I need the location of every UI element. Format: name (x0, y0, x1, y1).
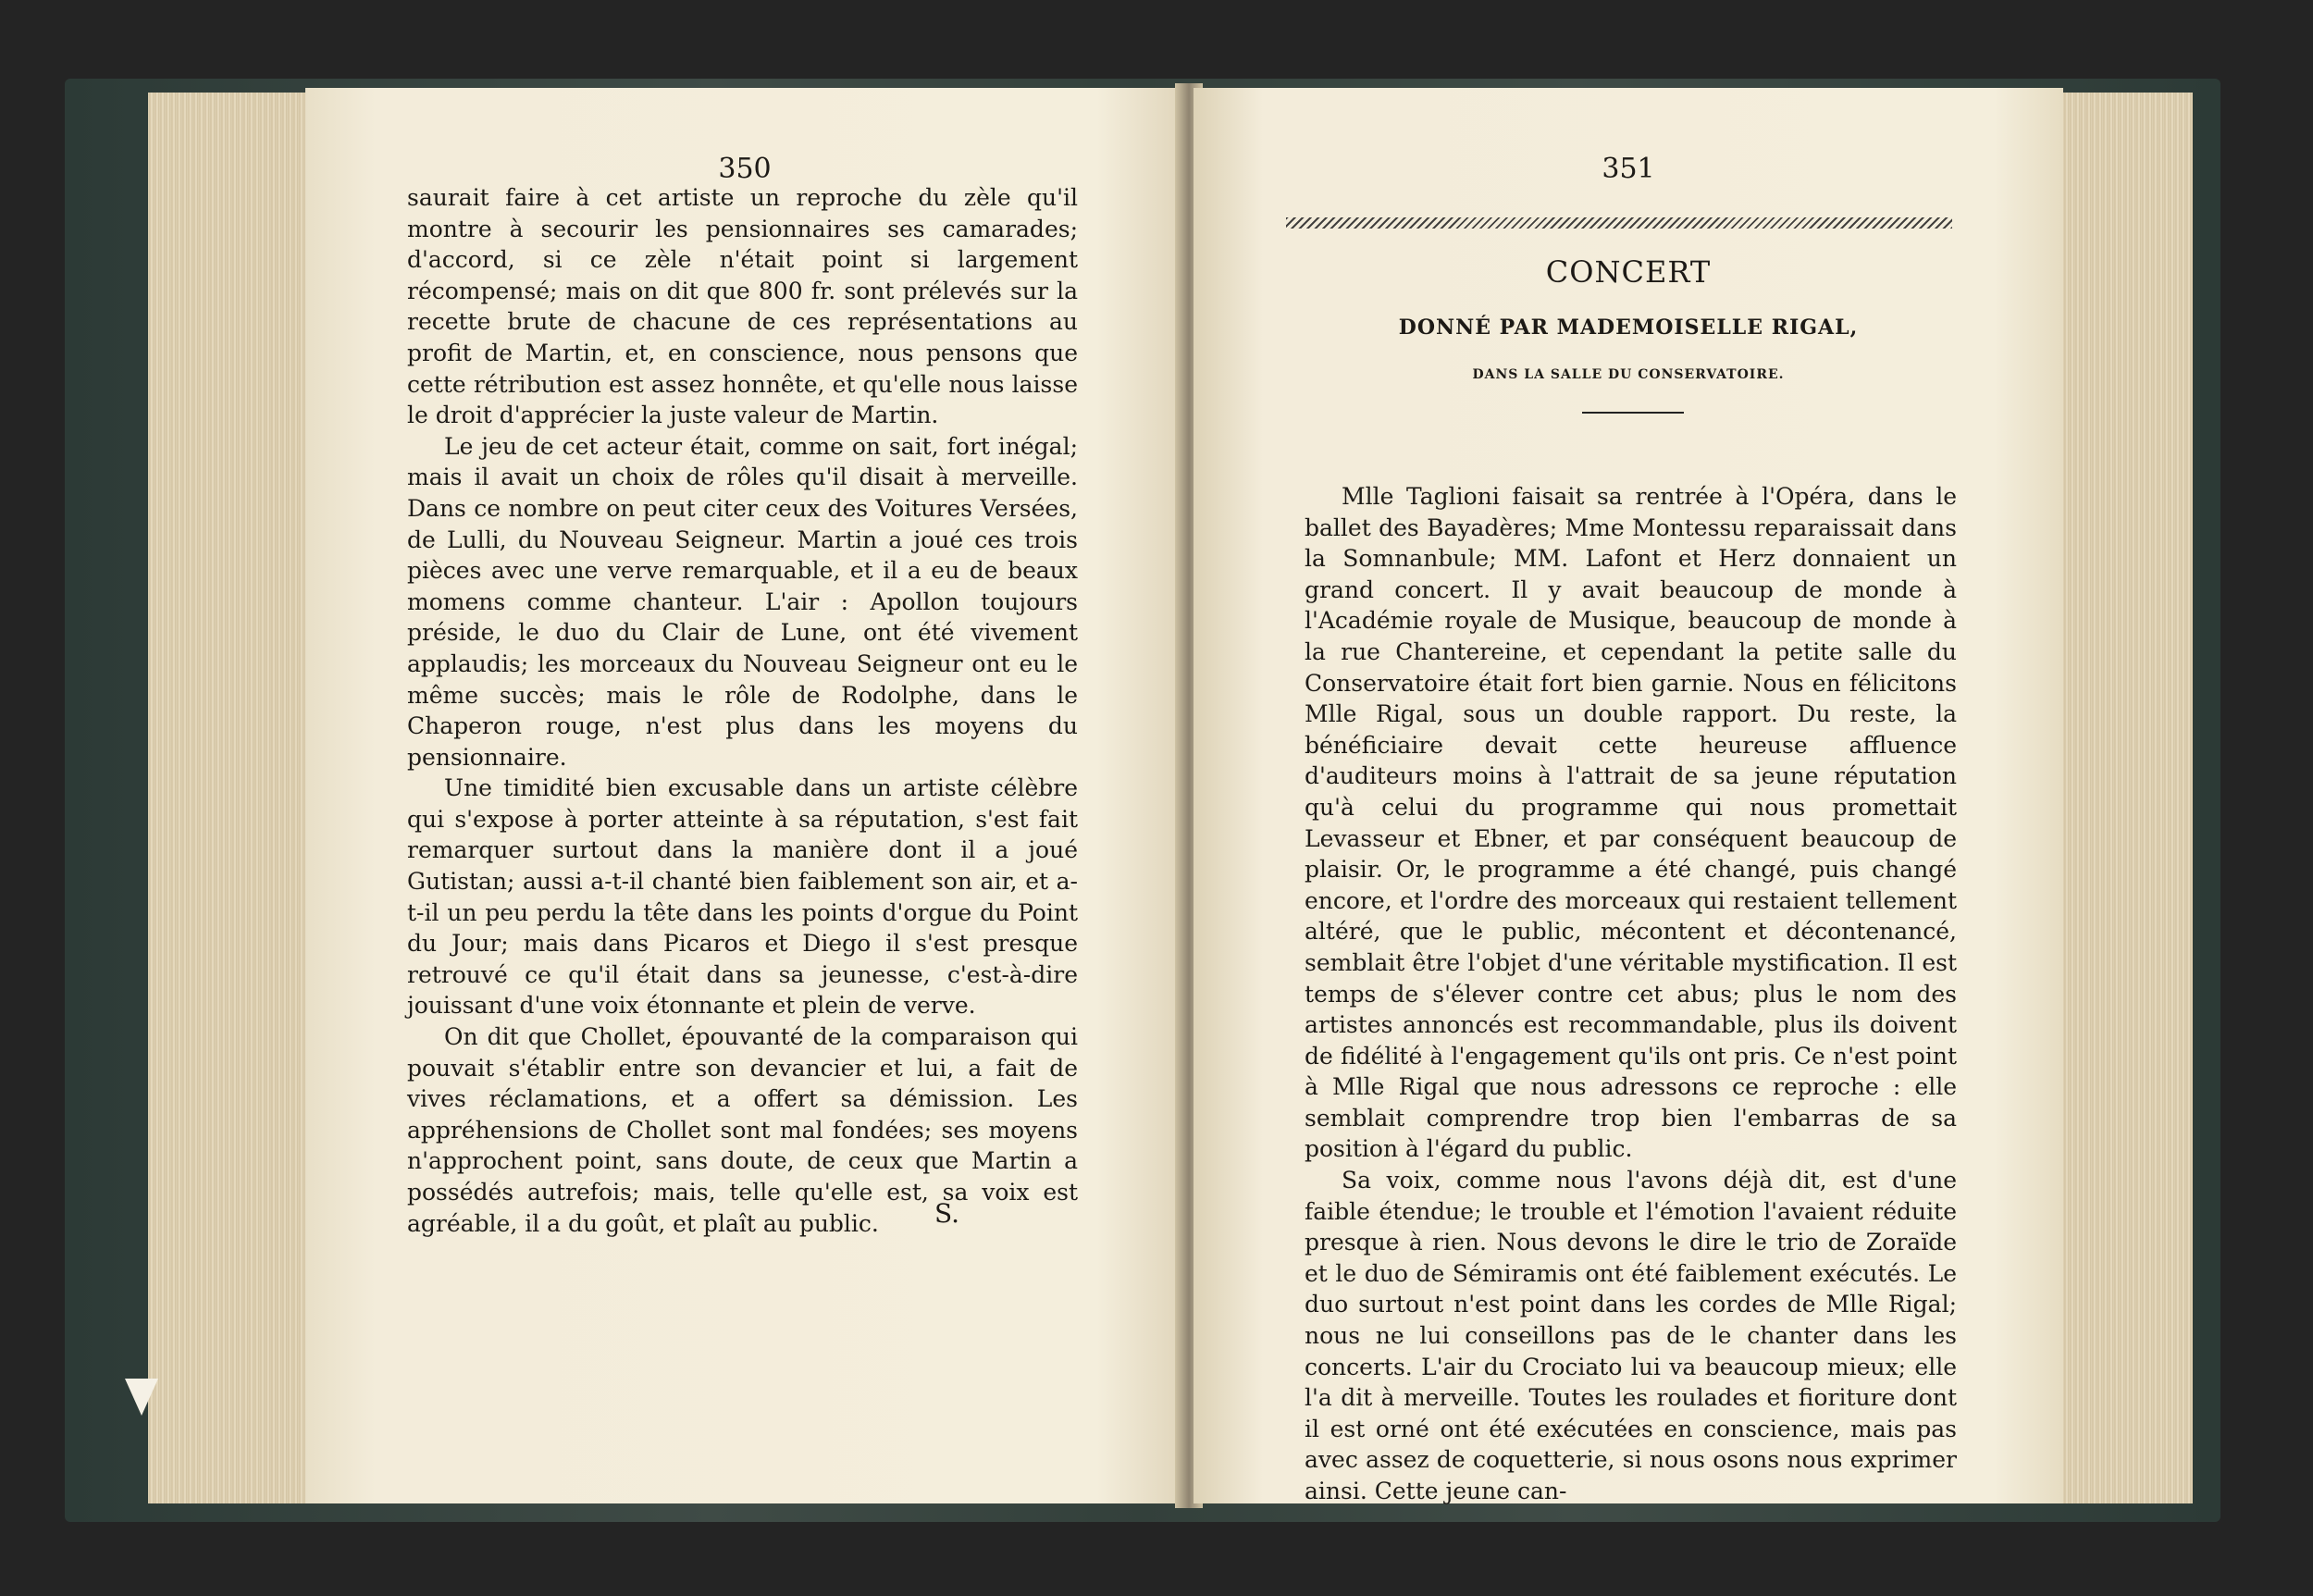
right-page (1194, 88, 2063, 1503)
left-paragraph-1: saurait faire à cet artiste un reproche du zèle qu'il montre à secourir les pensionnaires ses camarades; d'accord, si ce zèle n'était point si largement récompensé; mais on dit que 800 fr. sont prélevés sur la recette brute de chacune de ces représentations au profit de Martin, et, en conscience, nous pensons que cette rétribution est assez honnête, et qu'elle nous laisse le droit d'apprécier la juste valeur de Martin. (407, 184, 1078, 429)
left-paragraph-2: Le jeu de cet acteur était, comme on sait, fort inégal; mais il avait un choix de rôles qu'il disait à merveille. Dans ce nombre on peut citer ceux des Voitures Versées, de Lulli, du Nouveau Seigneur. Martin a joué ces trois pièces avec une verve remarquable, et il a eu de beaux momens comme chanteur. L'air : Apollon toujours préside, le duo du Clair de Lune, ont été vivement applaudis; les morceaux du Nouveau Seigneur ont eu le même succès; mais le rôle de Rodolphe, dans le Chaperon rouge, n'est plus dans les moyens du pensionnaire. (407, 432, 1078, 771)
article-venue: DANS LA SALLE DU CONSERVATOIRE. (1472, 367, 1785, 382)
left-page-edges (148, 93, 305, 1503)
left-page-number: 350 (718, 153, 772, 185)
left-page (305, 88, 1184, 1503)
article-title: CONCERT (1545, 254, 1712, 290)
left-page-text (407, 182, 1078, 1239)
right-paragraph-1: Mlle Taglioni faisait sa rentrée à l'Opéra, dans le ballet des Bayadères; Mme Montessu reparaissait dans la Somnanbule; MM. Lafont et Herz donnaient un grand concert. Il y avait beaucoup de monde à l'Académie royale de Musique, beaucoup de monde à la rue Chantereine, et cependant la petite salle du Conservatoire était fort bien garnie. Nous en félicitons Mlle Rigal, sous un double rapport. Du reste, la bénéficiaire devait cette heureuse affluence d'auditeurs moins à l'attrait de sa jeune réputation qu'à celui du programme qui nous promettait Levasseur et Ebner, et par conséquent beaucoup de plaisir. Or, le programme a été changé, puis changé encore, et l'ordre des morceaux qui restaient tellement altéré, que le public, mécontent et décontenancé, semblait être l'objet d'une véritable mystification. Il est temps de s'élever contre cet abus; plus le nom des artistes annoncés est recommandable, plus ils doivent de fidélité à l'engagement qu'ils ont pris. Ce n'est point à Mlle Rigal que nous adressons ce reproche : elle semblait comprendre trop bien l'embarras de sa position à l'égard du public. (1305, 483, 1957, 1163)
right-page-text (1305, 481, 1957, 1507)
right-paragraph-2: Sa voix, comme nous l'avons déjà dit, est d'une faible étendue; le trouble et l'émotion l'avaient réduite presque à rien. Nous devons le dire le trio de Zoraïde et le duo de Sémiramis ont été faiblement exécutés. Le duo surtout n'est point dans les cordes de Mlle Rigal; nous ne lui conseillons pas de le chanter dans les concerts. L'air du Crociato lui va beaucoup mieux; elle l'a dit à merveille. Toutes les roulades et fioriture dont il est orné ont été exécutées en conscience, mais pas avec assez de coquetterie, si nous osons nous exprimer ainsi. Cette jeune can- (1305, 1167, 1957, 1504)
ornamental-rule (1286, 217, 1952, 229)
left-paragraph-3: Une timidité bien excusable dans un artiste célèbre qui s'expose à porter atteinte à sa réputation, s'est fait remarquer surtout dans la manière dont il a joué Gutistan; aussi a-t-il chanté bien faiblement son air, et a-t-il un peu perdu la tête dans les points d'orgue du Point du Jour; mais dans Picaros et Diego il s'est presque retrouvé ce qu'il était dans sa jeunesse, c'est-à-dire jouissant d'une voix étonnante et plein de verve. (407, 774, 1078, 1020)
right-page-number: 351 (1602, 153, 1655, 185)
page-tab-mark (125, 1379, 158, 1416)
article-subtitle: DONNÉ PAR MADEMOISELLE RIGAL, (1398, 315, 1859, 340)
left-paragraph-4: On dit que Chollet, épouvanté de la comparaison qui pouvait s'établir entre son devancier et lui, a fait de vives réclamations, et a offert sa démission. Les appréhensions de Chollet sont mal fondées; ses moyens n'approchent point, sans doute, de ceux que Martin a possédés autrefois; mais, telle qu'elle est, sa voix est agréable, il a du goût, et plaît au public. (407, 1023, 1078, 1237)
heading-divider (1582, 412, 1684, 414)
right-page-edges (2063, 93, 2193, 1503)
left-signature: S. (934, 1198, 960, 1229)
